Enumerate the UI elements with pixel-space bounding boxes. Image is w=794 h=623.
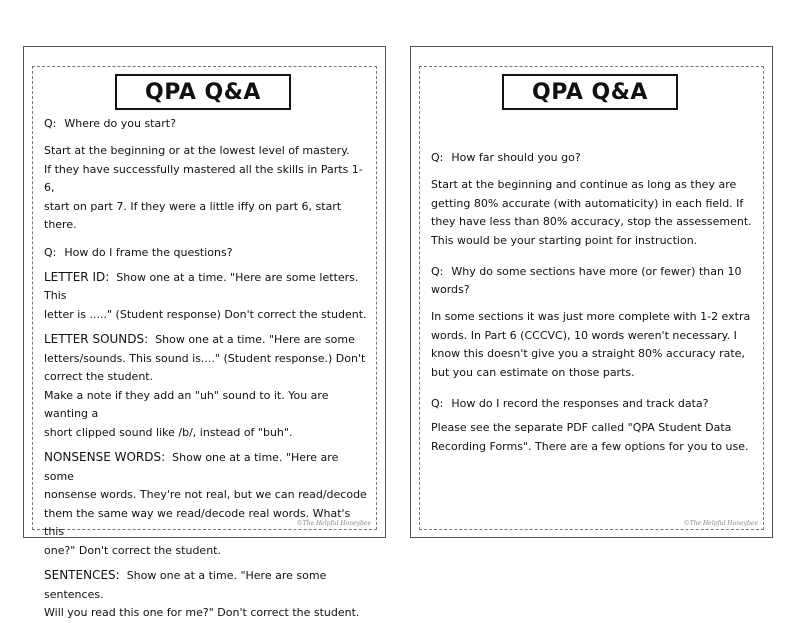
question [431, 263, 756, 281]
answer-line: correct the student. [44, 370, 154, 383]
text: Show one at a time. "Here are some letters. This [44, 270, 359, 302]
answer-line: nonsense words. They're not real, but we can read/decode [44, 488, 367, 501]
letter-sounds-line [44, 330, 369, 350]
answer-line: Start at the beginning or at the lowest level of mastery. [44, 144, 350, 157]
answer-line: getting 80% accurate (with automaticity) in each field. If [431, 196, 744, 210]
qa-card-right [410, 46, 773, 538]
text: Show one at a time. "Here are some sentences. [44, 569, 327, 601]
card-title: QPA Q&A [502, 74, 678, 110]
answer-line: In some sections it was just more complete with 1-2 extra [431, 310, 751, 323]
question-label: Q: [431, 151, 444, 164]
letter-id-line [44, 268, 369, 306]
answer-line: start on part 7. If they were a little iffy on part 6, start [44, 199, 342, 213]
question-label: Q: [431, 397, 444, 410]
answer-line: short clipped sound like /b/, instead of "buh". [44, 425, 293, 439]
answer-line: Make a note if they add an "uh" sound to it. You are wanting a [44, 388, 329, 420]
question [431, 149, 756, 167]
answer-line: them the same way we read/decode real words. What's this [44, 506, 351, 538]
question [44, 115, 369, 133]
question [431, 395, 756, 413]
answer-line: one?" Don't correct the student. [44, 543, 221, 557]
question-text: How do I frame the questions? [64, 245, 233, 259]
question-text: How far should you go? [451, 151, 581, 164]
answer-line: Recording Forms". There are a few options for you to use. [431, 439, 749, 453]
question [44, 244, 369, 262]
answer-line: If they have successfully mastered all the skills in Parts 1-6, [44, 162, 363, 194]
question-label: Q: [431, 265, 444, 278]
term-letter-sounds: LETTER SOUNDS: [44, 332, 149, 346]
question-text: Why do some sections have more (or fewer) than 10 [451, 265, 742, 278]
watermark: ©The Helpful Honeybee [683, 520, 758, 527]
question-text-continued: words? [431, 283, 470, 296]
answer-line: Please see the separate PDF called "QPA Student Data [431, 421, 732, 434]
text: Show one at a time. "Here are some [155, 333, 355, 346]
question-label: Q: [44, 117, 57, 130]
question-label: Q: [44, 245, 57, 259]
answer-line: know this doesn't give you a straight 80% accuracy rate, [431, 347, 745, 360]
sentences-line [44, 566, 369, 604]
term-nonsense-words: NONSENSE WORDS: [44, 450, 166, 464]
nonsense-words-line [44, 448, 369, 486]
card-title: QPA Q&A [115, 74, 291, 110]
card-content [431, 149, 756, 456]
answer-line: they have less than 80% accuracy, stop the assessement. [431, 215, 752, 228]
question-text: How do I record the responses and track data? [451, 397, 709, 410]
text: Show one at a time. "Here are some [44, 451, 339, 483]
question-text: Where do you start? [64, 117, 176, 130]
answer-line: Start at the beginning and continue as long as they are [431, 178, 737, 191]
answer-line: words. In Part 6 (CCCVC), 10 words weren't necessary. I [431, 328, 737, 342]
answer-line: but you can estimate on those parts. [431, 365, 635, 379]
card-content [44, 115, 369, 623]
answer-line: letter is ....." (Student response) Don't correct the student. [44, 307, 367, 321]
qa-card-left [23, 46, 386, 619]
term-sentences: SENTENCES: [44, 568, 120, 582]
answer-line: Will you read this one for me?" Don't correct the student. [44, 606, 360, 619]
answer-line: there. [44, 218, 77, 231]
answer-line: This would be your starting point for instruction. [431, 233, 698, 247]
term-letter-id: LETTER ID: [44, 269, 110, 284]
answer-line: letters/sounds. This sound is...." (Student response.) Don't [44, 351, 366, 365]
watermark: ©The Helpful Honeybee [296, 520, 371, 527]
